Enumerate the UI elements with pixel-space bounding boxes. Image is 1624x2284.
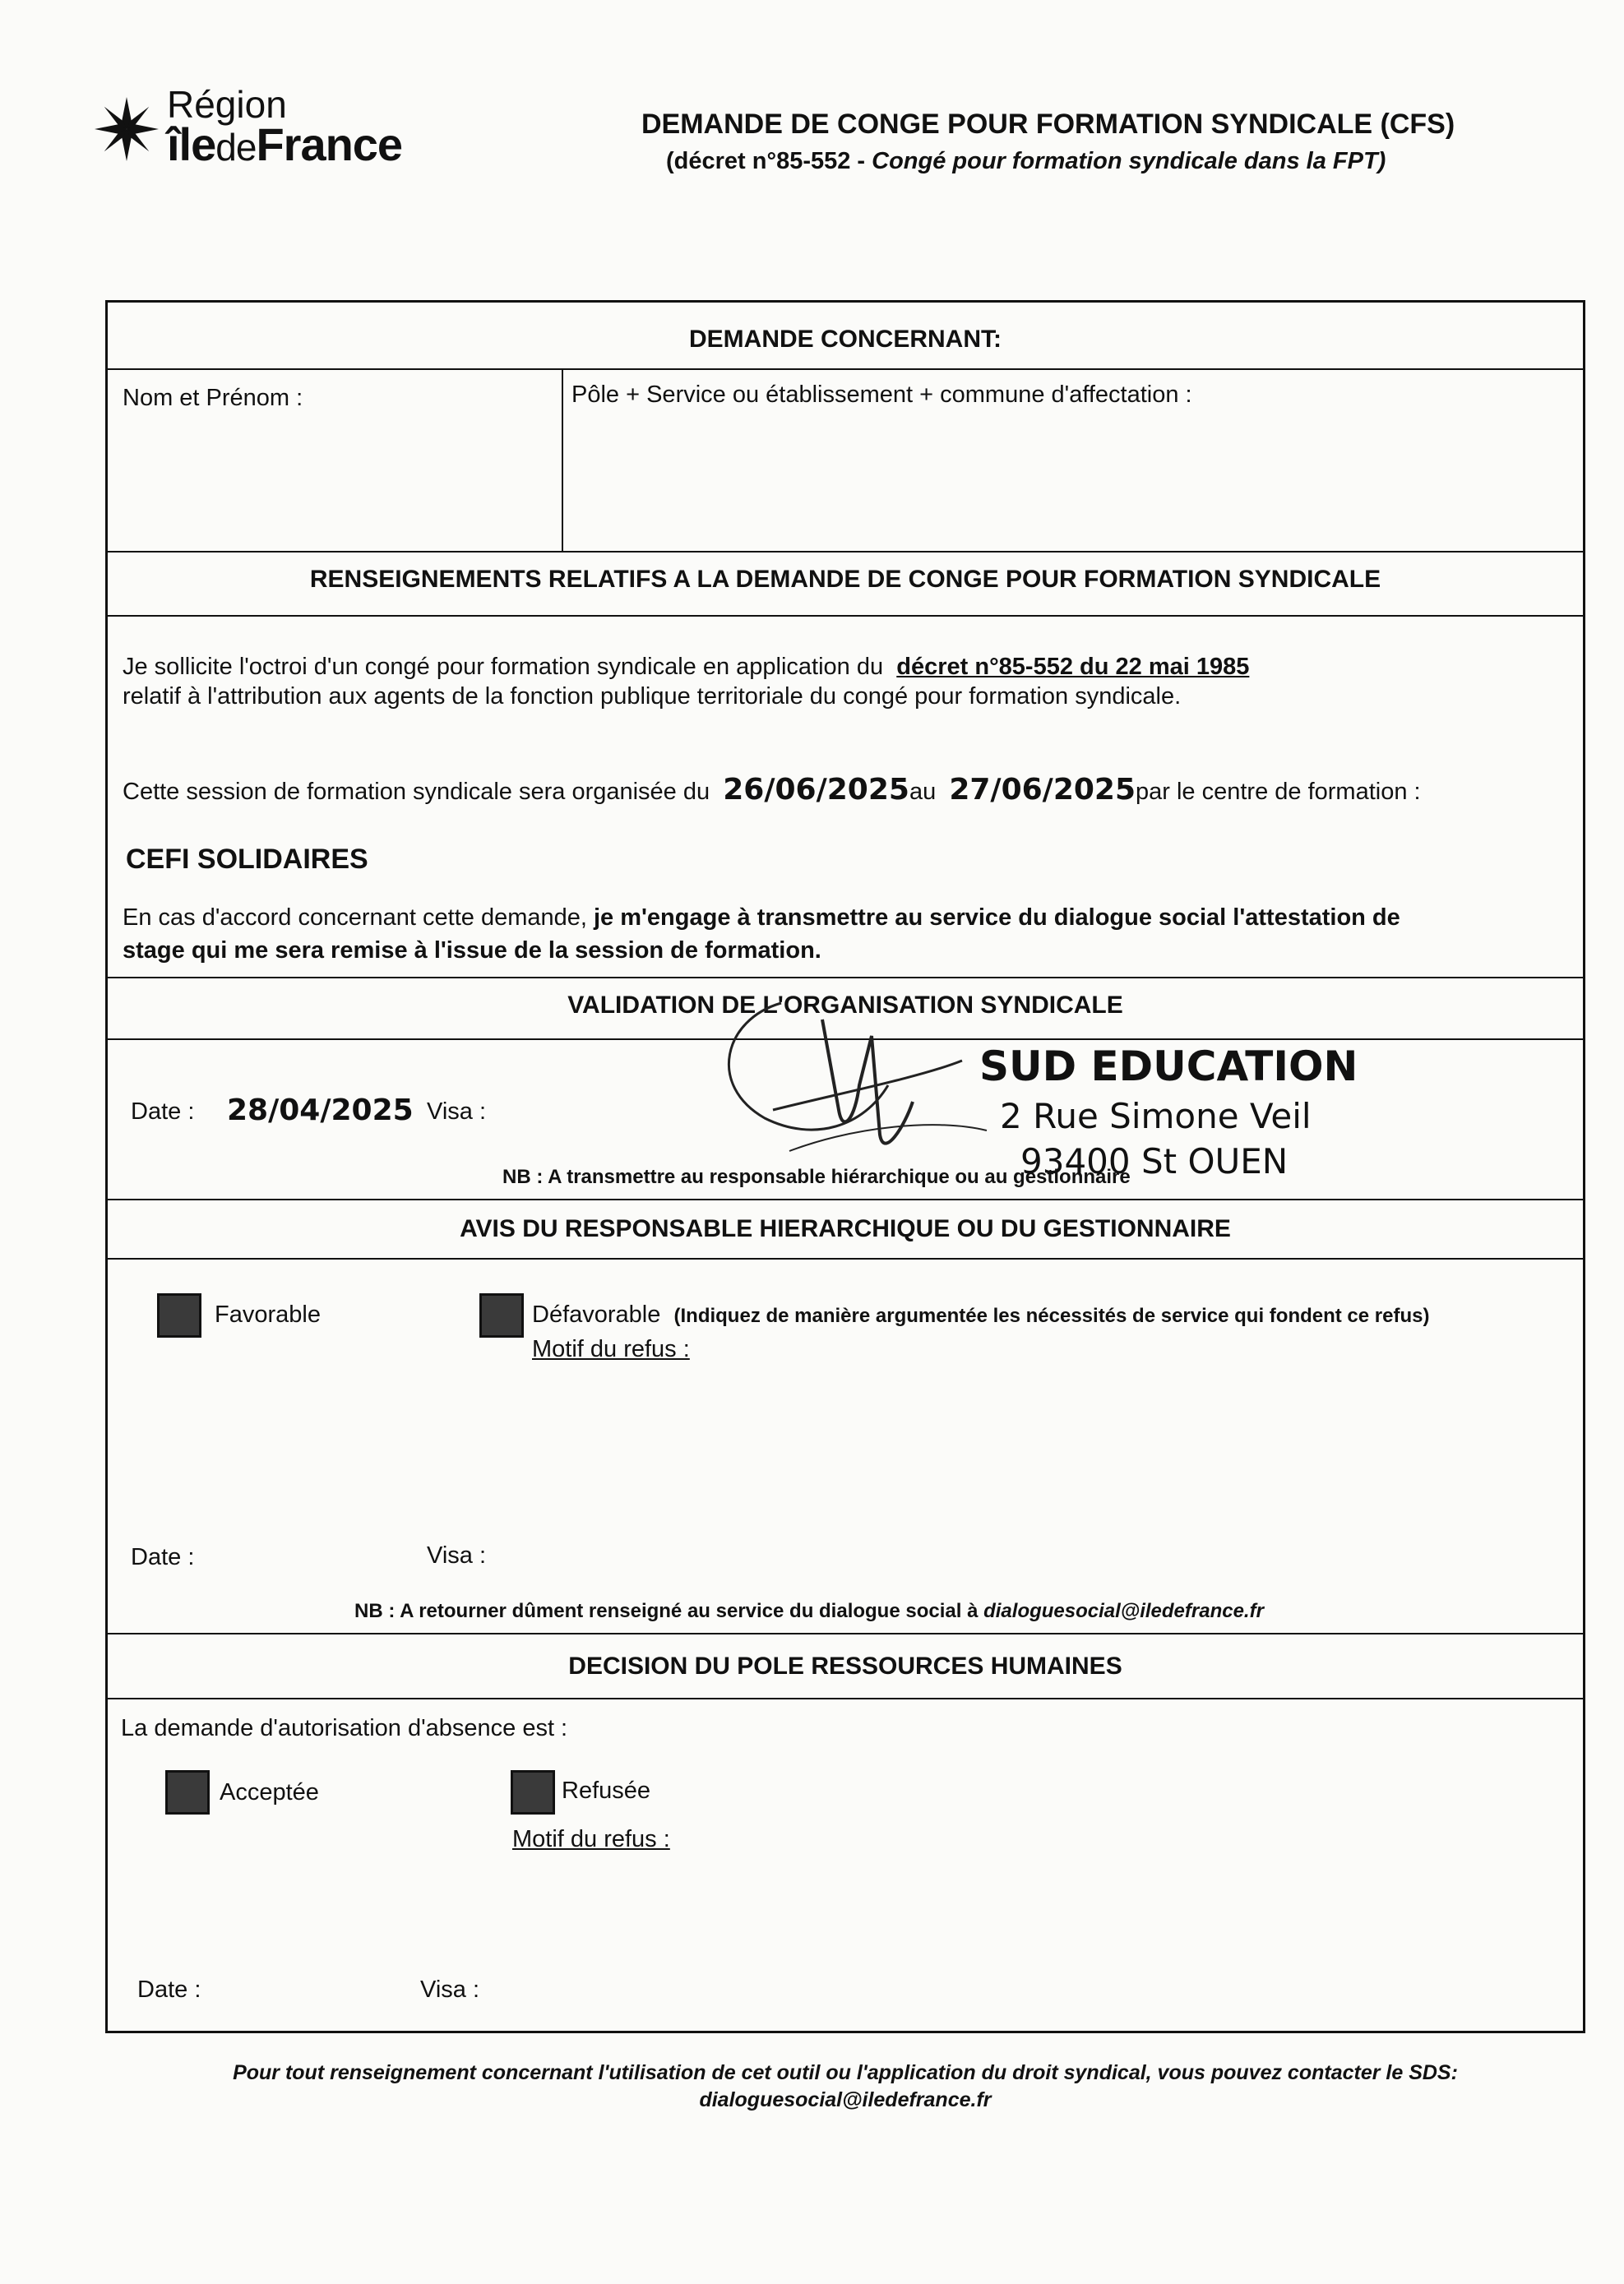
- stamp-line1: SUD EDUCATION: [979, 1043, 1358, 1090]
- footer-line1: Pour tout renseignement concernant l'utilisation de cet outil ou l'application du droit syndical, vous pouvez contacter le SDS:: [233, 2061, 1458, 2084]
- avis-date-label: Date :: [131, 1544, 195, 1570]
- favorable-checkbox[interactable]: [157, 1293, 201, 1338]
- stamp-line3: 93400 St OUEN: [1020, 1141, 1289, 1181]
- logo-iledefrance-text: îledeFrance: [167, 118, 403, 170]
- session-line: Cette session de formation syndicale sera organisée du 26/06/2025au 27/06/2025par le centre de formation :: [123, 773, 1421, 807]
- engagement-line2: stage qui me sera remise à l'issue de la session de formation.: [123, 937, 821, 964]
- avis-motif-label: Motif du refus :: [532, 1336, 690, 1362]
- decision-intro: La demande d'autorisation d'absence est :: [121, 1715, 568, 1741]
- engagement-line1: En cas d'accord concernant cette demande, je m'engage à transmettre au service du dialogue social l'attestation de: [123, 904, 1400, 931]
- stamp-line2: 2 Rue Simone Veil: [1000, 1096, 1312, 1136]
- date-from-handwritten: 26/06/2025: [723, 773, 909, 807]
- refusee-checkbox[interactable]: [511, 1770, 555, 1815]
- section-title-renseignements: RENSEIGNEMENTS RELATIFS A LA DEMANDE DE CONGE POUR FORMATION SYNDICALE: [309, 566, 1381, 593]
- document-subtitle: (décret n°85-552 - Congé pour formation syndicale dans la FPT): [666, 148, 1386, 174]
- nom-prenom-label: Nom et Prénom :: [123, 385, 303, 411]
- footer: [105, 2060, 1585, 2114]
- document-title: DEMANDE DE CONGE POUR FORMATION SYNDICALE (CFS): [641, 109, 1455, 140]
- validation-nb: NB : A transmettre au responsable hiérarchique ou au gestionnaire: [502, 1166, 1131, 1188]
- star-icon: [95, 97, 159, 161]
- pole-label: Pôle + Service ou établissement + commune d'affectation :: [571, 381, 1192, 408]
- section-title-avis: AVIS DU RESPONSABLE HIERARCHIQUE OU DU GESTIONNAIRE: [460, 1215, 1231, 1242]
- acceptee-checkbox[interactable]: [165, 1770, 210, 1815]
- section-title-validation: VALIDATION DE L'ORGANISATION SYNDICALE: [567, 992, 1123, 1019]
- logo-region-text: Région: [167, 83, 287, 126]
- defavorable-checkbox[interactable]: [479, 1293, 524, 1338]
- training-centre-name: CEFI SOLIDAIRES: [126, 844, 368, 875]
- section-title-decision: DECISION DU POLE RESSOURCES HUMAINES: [568, 1653, 1122, 1680]
- footer-email: dialoguesocial@iledefrance.fr: [699, 2088, 992, 2111]
- decision-motif-label: Motif du refus :: [512, 1826, 670, 1852]
- handwritten-signature: [674, 987, 1020, 1200]
- request-paragraph-line1: Je sollicite l'octroi d'un congé pour formation syndicale en application du décret n°85-552 du 22 mai 1985: [123, 654, 1250, 680]
- avis-visa-label: Visa :: [427, 1542, 487, 1569]
- validation-date-value: 28/04/2025: [227, 1093, 414, 1127]
- refusee-label: Refusée: [562, 1778, 651, 1804]
- defavorable-label: Défavorable (Indiquez de manière argumentée les nécessités de service qui fondent ce refus): [532, 1302, 1430, 1328]
- section-title-demande: DEMANDE CONCERNANT:: [689, 326, 1002, 353]
- date-to-handwritten: 27/06/2025: [949, 773, 1136, 807]
- decision-visa-label: Visa :: [420, 1977, 480, 2003]
- favorable-label: Favorable: [215, 1302, 321, 1328]
- avis-nb: NB : A retourner dûment renseigné au service du dialogue social à dialoguesocial@iledefrance.fr: [354, 1600, 1264, 1622]
- validation-date-label: Date :: [131, 1098, 195, 1125]
- validation-visa-label: Visa :: [427, 1098, 487, 1125]
- decision-date-label: Date :: [137, 1977, 201, 2003]
- acceptee-label: Acceptée: [220, 1779, 319, 1805]
- request-paragraph-line2: relatif à l'attribution aux agents de la fonction publique territoriale du congé pour formation syndicale.: [123, 683, 1182, 710]
